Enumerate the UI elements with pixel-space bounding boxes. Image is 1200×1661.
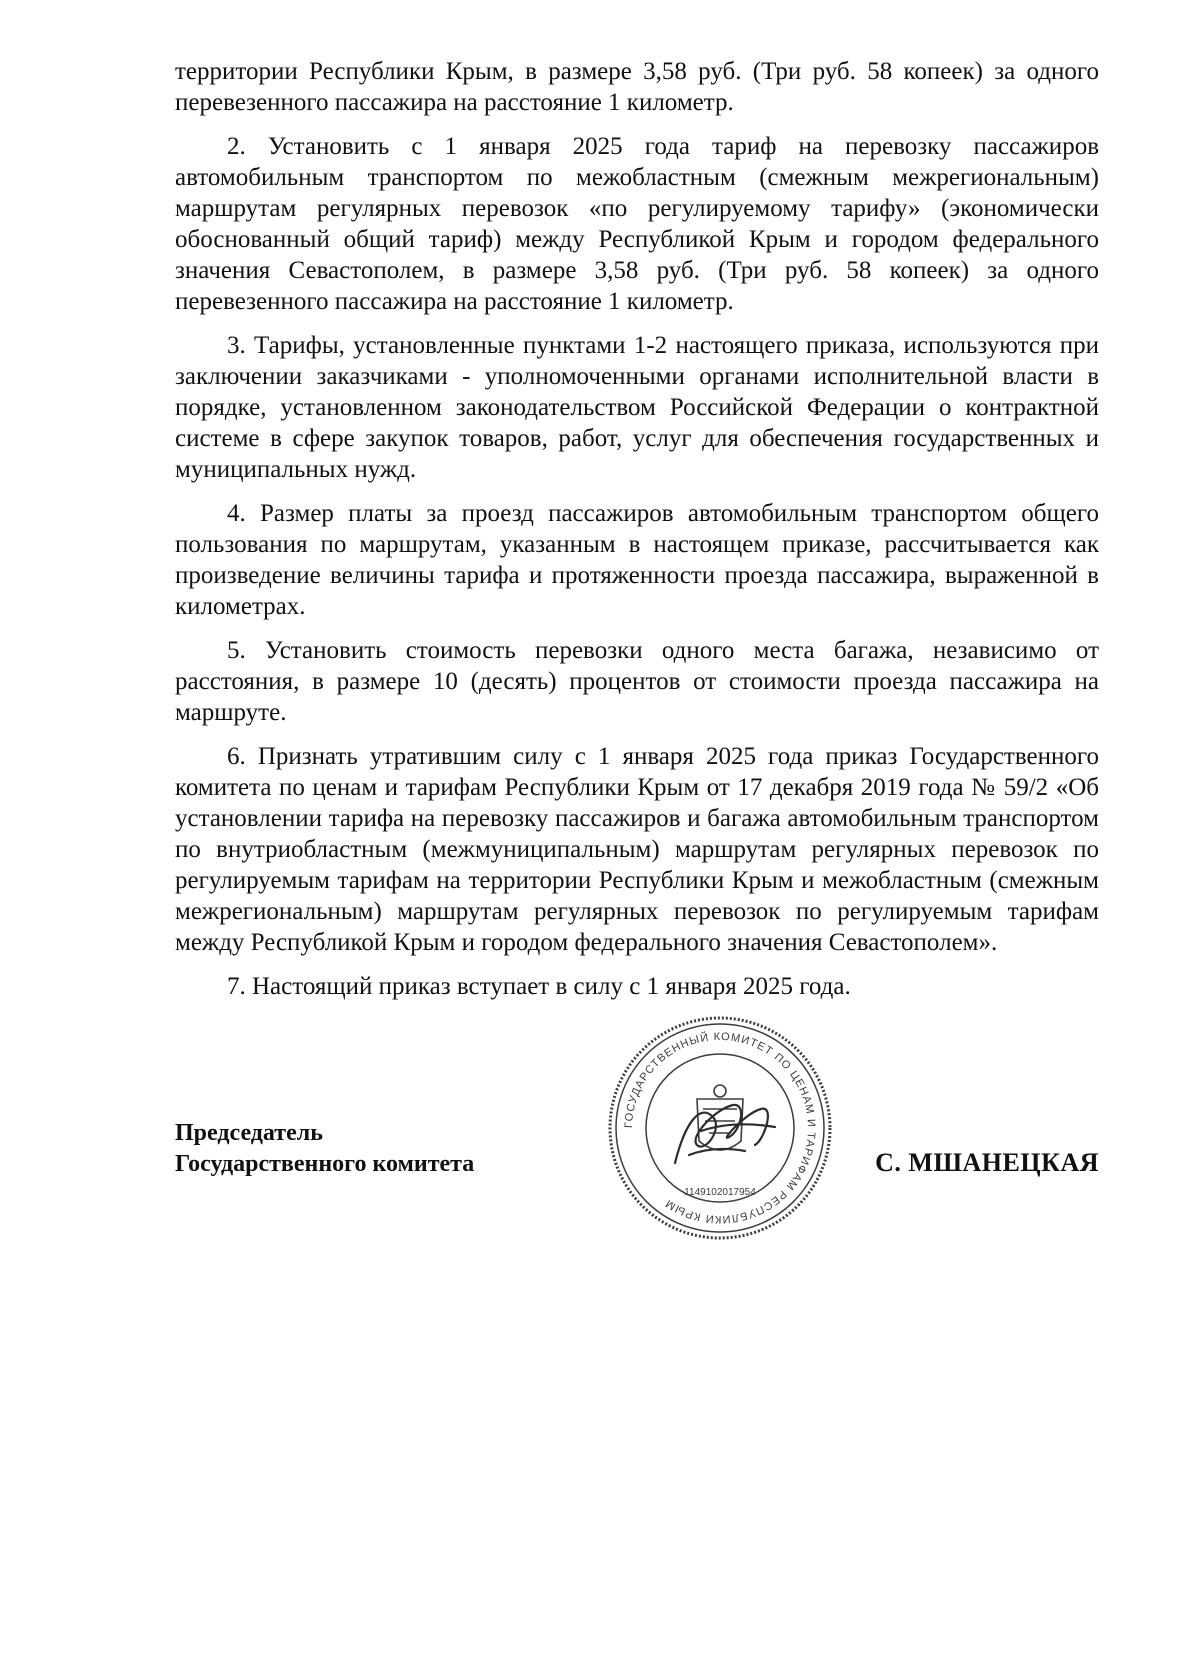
document-body bbox=[175, 56, 1099, 1002]
seal-ring-text: ГОСУДАРСТВЕННЫЙ КОМИТЕТ ПО ЦЕНАМ И ТАРИФАМ РЕСПУБЛИКИ КРЫМ bbox=[622, 1030, 818, 1226]
signer-role-line-1: Председатель bbox=[175, 1120, 323, 1146]
paragraph-continuation: территории Республики Крым, в размере 3,58 руб. (Три руб. 58 копеек) за одного перевезенного пассажира на расстояние 1 километр. bbox=[175, 58, 1099, 116]
paragraph-item-7: 7. Настоящий приказ вступает в силу с 1 января 2025 года. bbox=[227, 973, 851, 1000]
signer-role-line-2: Государственного комитета bbox=[175, 1151, 475, 1177]
paragraph-item-3: 3. Тарифы, установленные пунктами 1-2 настоящего приказа, используются при заключении заказчиками - уполномоченными органами исполнительной власти в порядке, установленном законодательством Российской Федерации о контрактной системе в сфере закупок товаров, работ, услуг для обеспечения государственных и муниципальных нужд. bbox=[175, 332, 1099, 483]
signer-name: С. МШАНЕЦКАЯ bbox=[875, 1148, 1099, 1177]
paragraph-item-2: 2. Установить с 1 января 2025 года тариф на перевозку пассажиров автомобильным транспортом по межобластным (смежным межрегиональным) маршрутам регулярных перевозок «по регулируемому тарифу» (экономически обоснованный общий тариф) между Республикой Крым и городом федерального значения Севастополем, в размере 3,58 руб. (Три руб. 58 копеек) за одного перевезенного пассажира на расстояние 1 километр. bbox=[175, 133, 1099, 315]
official-seal-icon bbox=[605, 1013, 835, 1243]
signer-role bbox=[175, 1118, 474, 1180]
seal-emblem bbox=[697, 1085, 743, 1150]
signature-scribble bbox=[675, 1105, 775, 1163]
paragraph-item-4: 4. Размер платы за проезд пассажиров автомобильным транспортом общего пользования по маршрутам, указанным в настоящем приказе, рассчитывается как произведение величины тарифа и протяженности проезда пассажира, выраженной в километрах. bbox=[175, 500, 1099, 620]
paragraph-item-6: 6. Признать утратившим силу с 1 января 2025 года приказ Государственного комитета по ценам и тарифам Республики Крым от 17 декабря 2019 года № 59/2 «Об установлении тарифа на перевозку пассажиров и багажа автомобильным транспортом по внутриобластным (межмуниципальным) маршрутам регулярных перевозок по регулируемым тарифам на территории Республики Крым и межобластным (смежным межрегиональным) маршрутам регулярных перевозок по регулируемым тарифам между Республикой Крым и городом федерального значения Севастополем». bbox=[175, 743, 1099, 956]
seal-code: 1149102017954 bbox=[684, 1187, 756, 1198]
paragraph-item-5: 5. Установить стоимость перевозки одного места багажа, независимо от расстояния, в размере 10 (десять) процентов от стоимости проезда пассажира на маршруте. bbox=[175, 637, 1099, 726]
